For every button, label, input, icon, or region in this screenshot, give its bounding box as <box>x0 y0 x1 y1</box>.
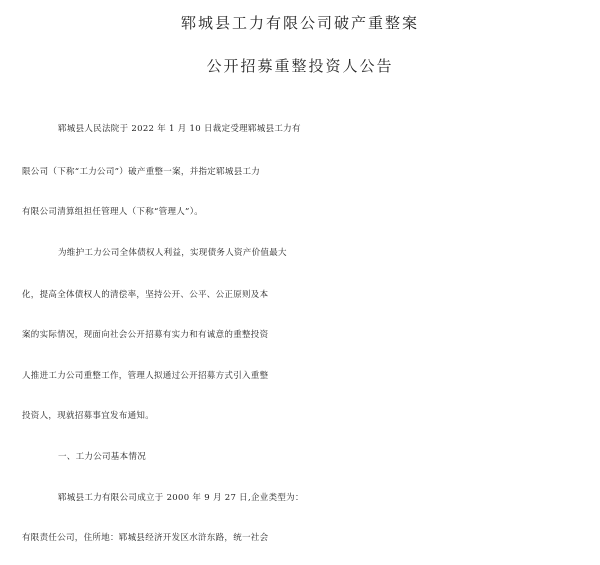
body-line-10: 有限责任公司，住所地：郓城县经济开发区水浒东路，统一社会 <box>22 533 269 543</box>
body-line-3: 有限公司清算组担任管理人（下称“管理人”）。 <box>22 207 204 217</box>
body-line-1: 郓城县人民法院于 2022 年 1 月 10 日裁定受理郓城县工力有 <box>58 124 301 134</box>
body-line-7: 人推进工力公司重整工作，管理人拟通过公开招募方式引入重整 <box>22 371 269 381</box>
section-heading-1: 一、工力公司基本情况 <box>58 452 147 462</box>
body-line-2: 限公司（下称“工力公司”）破产重整一案，并指定郓城县工力 <box>22 167 261 177</box>
body-line-4: 为维护工力公司全体债权人利益，实现债务人资产价值最大 <box>58 248 287 258</box>
body-line-9: 郓城县工力有限公司成立于 2000 年 9 月 27 日,企业类型为： <box>58 493 304 503</box>
body-line-8: 投资人，现就招募事宜发布通知。 <box>22 411 155 421</box>
document-title-line-2: 公开招募重整投资人公告 <box>206 57 394 75</box>
body-line-6: 案的实际情况，现面向社会公开招募有实力和有诚意的重整投资 <box>22 330 269 340</box>
document-title-line-1: 郓城县工力有限公司破产重整案 <box>180 14 419 32</box>
body-line-5: 化，提高全体债权人的清偿率，坚持公开、公平、公正原则及本 <box>22 290 269 300</box>
